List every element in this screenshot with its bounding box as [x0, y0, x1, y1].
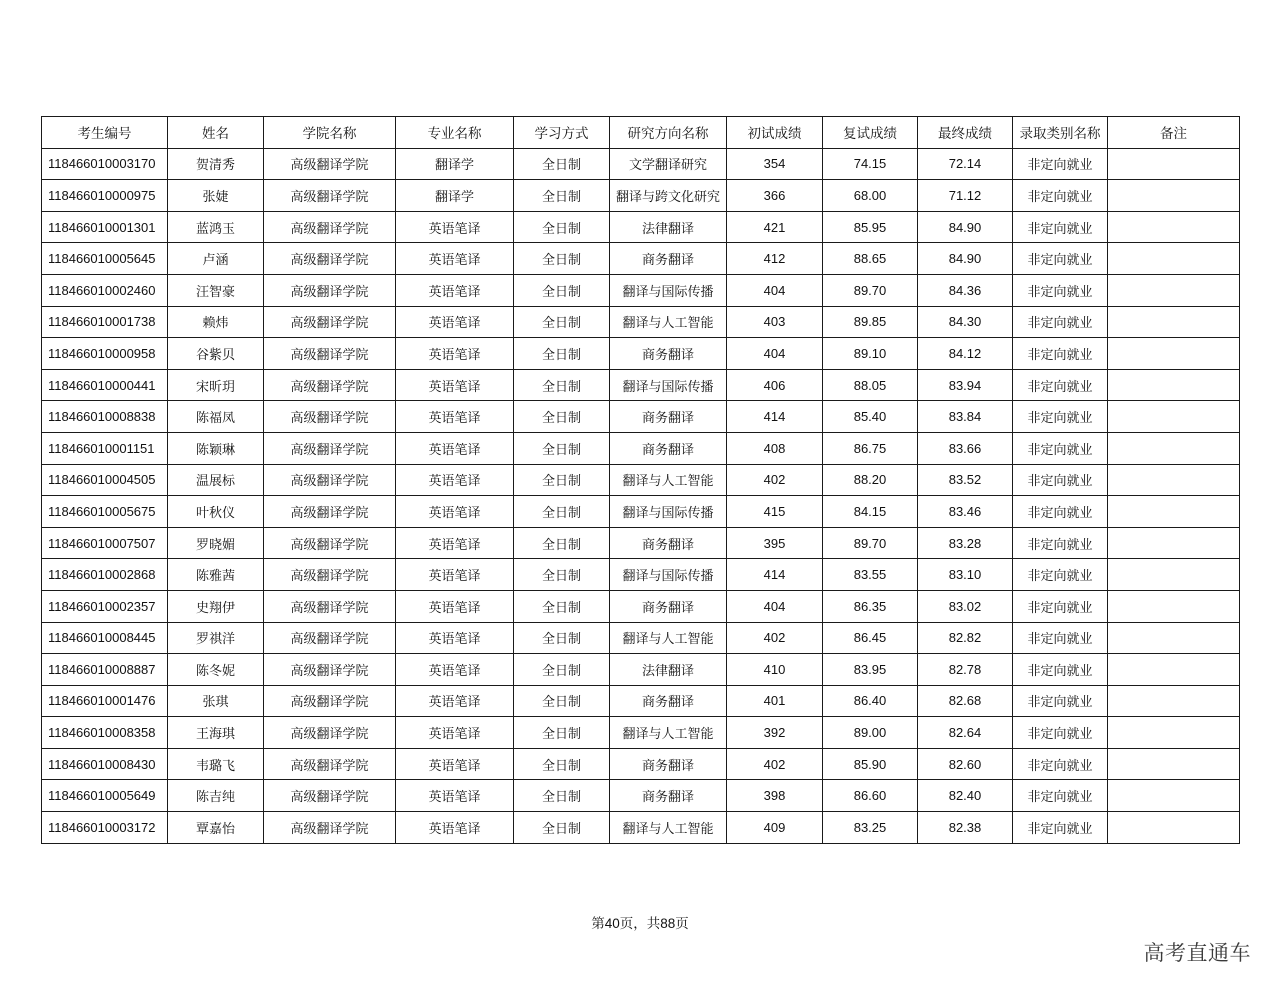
table-cell: 张婕	[168, 180, 264, 212]
table-cell: 402	[727, 622, 823, 654]
table-cell: 83.84	[918, 401, 1013, 433]
table-cell: 王海琪	[168, 717, 264, 749]
table-cell: 118466010001301	[42, 211, 168, 243]
table-cell: 非定向就业	[1013, 306, 1108, 338]
table-cell: 全日制	[514, 211, 610, 243]
table-cell: 商务翻译	[610, 401, 727, 433]
table-cell: 高级翻译学院	[264, 148, 396, 180]
table-cell: 非定向就业	[1013, 401, 1108, 433]
table-cell: 83.94	[918, 369, 1013, 401]
table-cell: 84.30	[918, 306, 1013, 338]
table-cell	[1108, 590, 1240, 622]
column-header: 备注	[1108, 117, 1240, 149]
table-cell: 398	[727, 780, 823, 812]
table-cell: 陈福凤	[168, 401, 264, 433]
table-cell: 叶秋仪	[168, 496, 264, 528]
table-cell: 非定向就业	[1013, 180, 1108, 212]
table-cell	[1108, 338, 1240, 370]
table-cell: 89.70	[823, 527, 918, 559]
table-row	[42, 338, 1240, 370]
table-cell: 118466010000975	[42, 180, 168, 212]
table-cell: 84.15	[823, 496, 918, 528]
table-cell: 83.46	[918, 496, 1013, 528]
table-cell	[1108, 622, 1240, 654]
table-row	[42, 622, 1240, 654]
table-cell: 82.60	[918, 748, 1013, 780]
table-row	[42, 812, 1240, 844]
table-cell: 84.90	[918, 211, 1013, 243]
table-cell: 翻译与跨文化研究	[610, 180, 727, 212]
column-header: 姓名	[168, 117, 264, 149]
table-cell: 85.90	[823, 748, 918, 780]
table-cell	[1108, 654, 1240, 686]
table-cell: 汪智豪	[168, 274, 264, 306]
table-cell: 法律翻译	[610, 211, 727, 243]
table-cell: 全日制	[514, 780, 610, 812]
table-cell: 翻译与人工智能	[610, 622, 727, 654]
table-cell: 非定向就业	[1013, 211, 1108, 243]
table-cell: 卢涵	[168, 243, 264, 275]
table-cell: 陈吉纯	[168, 780, 264, 812]
table-cell: 非定向就业	[1013, 748, 1108, 780]
table-cell: 404	[727, 274, 823, 306]
table-cell: 83.02	[918, 590, 1013, 622]
table-cell: 翻译学	[396, 180, 514, 212]
table-row	[42, 496, 1240, 528]
table-cell: 118466010005675	[42, 496, 168, 528]
table-cell: 全日制	[514, 432, 610, 464]
table-cell: 全日制	[514, 243, 610, 275]
table-cell: 全日制	[514, 590, 610, 622]
table-cell: 非定向就业	[1013, 590, 1108, 622]
table-cell: 罗祺洋	[168, 622, 264, 654]
table-row	[42, 559, 1240, 591]
table-cell: 非定向就业	[1013, 496, 1108, 528]
table-row	[42, 211, 1240, 243]
table-cell	[1108, 274, 1240, 306]
table-cell: 英语笔译	[396, 780, 514, 812]
table-cell: 83.55	[823, 559, 918, 591]
table-cell	[1108, 211, 1240, 243]
table-cell: 高级翻译学院	[264, 748, 396, 780]
table-cell: 罗晓媚	[168, 527, 264, 559]
table-cell: 英语笔译	[396, 401, 514, 433]
table-cell: 贺清秀	[168, 148, 264, 180]
table-cell: 83.66	[918, 432, 1013, 464]
table-cell: 高级翻译学院	[264, 622, 396, 654]
table-cell: 高级翻译学院	[264, 717, 396, 749]
table-cell	[1108, 496, 1240, 528]
table-cell: 商务翻译	[610, 780, 727, 812]
table-cell: 82.78	[918, 654, 1013, 686]
table-cell: 翻译与国际传播	[610, 274, 727, 306]
table-cell: 宋昕玥	[168, 369, 264, 401]
table-cell: 覃嘉怡	[168, 812, 264, 844]
table-cell: 403	[727, 306, 823, 338]
table-cell: 85.95	[823, 211, 918, 243]
table-cell: 全日制	[514, 496, 610, 528]
table-cell: 全日制	[514, 559, 610, 591]
table-cell: 非定向就业	[1013, 338, 1108, 370]
table-cell: 82.40	[918, 780, 1013, 812]
table-cell: 法律翻译	[610, 654, 727, 686]
table-header-row	[42, 117, 1240, 149]
table-cell: 82.64	[918, 717, 1013, 749]
table-cell: 118466010007507	[42, 527, 168, 559]
table-cell: 118466010005649	[42, 780, 168, 812]
table-cell	[1108, 401, 1240, 433]
table-cell: 非定向就业	[1013, 622, 1108, 654]
table-cell	[1108, 306, 1240, 338]
table-cell: 英语笔译	[396, 590, 514, 622]
table-cell: 高级翻译学院	[264, 559, 396, 591]
table-cell: 89.85	[823, 306, 918, 338]
page-prefix: 第	[591, 916, 605, 932]
table-cell: 高级翻译学院	[264, 274, 396, 306]
table-cell: 404	[727, 590, 823, 622]
table-cell: 高级翻译学院	[264, 812, 396, 844]
table-cell: 118466010001738	[42, 306, 168, 338]
table-cell: 401	[727, 685, 823, 717]
page-middle: 页，共	[619, 916, 661, 932]
table-cell: 392	[727, 717, 823, 749]
table-cell: 118466010001151	[42, 432, 168, 464]
table-cell: 蓝鸿玉	[168, 211, 264, 243]
table-cell: 英语笔译	[396, 369, 514, 401]
table-cell: 翻译与人工智能	[610, 464, 727, 496]
table-cell: 英语笔译	[396, 496, 514, 528]
table-cell: 高级翻译学院	[264, 496, 396, 528]
table-cell: 商务翻译	[610, 432, 727, 464]
table-cell: 全日制	[514, 338, 610, 370]
table-cell: 408	[727, 432, 823, 464]
table-cell	[1108, 748, 1240, 780]
table-cell: 118466010008358	[42, 717, 168, 749]
table-cell	[1108, 180, 1240, 212]
table-cell: 英语笔译	[396, 338, 514, 370]
table-row	[42, 274, 1240, 306]
table-cell: 非定向就业	[1013, 812, 1108, 844]
table-cell: 118466010002868	[42, 559, 168, 591]
table-cell: 非定向就业	[1013, 654, 1108, 686]
table-cell	[1108, 780, 1240, 812]
table-cell: 英语笔译	[396, 748, 514, 780]
table-cell	[1108, 464, 1240, 496]
table-cell: 翻译学	[396, 148, 514, 180]
admission-table	[41, 116, 1240, 844]
table-cell: 翻译与人工智能	[610, 306, 727, 338]
table-cell: 414	[727, 401, 823, 433]
table-cell: 88.20	[823, 464, 918, 496]
table-cell: 全日制	[514, 527, 610, 559]
table-cell: 全日制	[514, 306, 610, 338]
table-cell: 韦璐飞	[168, 748, 264, 780]
table-cell: 402	[727, 748, 823, 780]
table-cell: 翻译与国际传播	[610, 496, 727, 528]
table-cell: 文学翻译研究	[610, 148, 727, 180]
table-cell: 402	[727, 464, 823, 496]
table-cell: 71.12	[918, 180, 1013, 212]
table-cell: 全日制	[514, 401, 610, 433]
table-cell	[1108, 685, 1240, 717]
table-cell: 86.45	[823, 622, 918, 654]
table-cell: 非定向就业	[1013, 432, 1108, 464]
table-cell: 88.65	[823, 243, 918, 275]
table-cell: 英语笔译	[396, 211, 514, 243]
table-cell: 84.90	[918, 243, 1013, 275]
table-cell: 118466010002460	[42, 274, 168, 306]
table-row	[42, 717, 1240, 749]
table-cell: 83.28	[918, 527, 1013, 559]
table-cell: 88.05	[823, 369, 918, 401]
table-cell: 非定向就业	[1013, 464, 1108, 496]
table-cell: 404	[727, 338, 823, 370]
table-cell: 英语笔译	[396, 812, 514, 844]
column-header: 学习方式	[514, 117, 610, 149]
table-cell: 高级翻译学院	[264, 654, 396, 686]
table-cell: 非定向就业	[1013, 717, 1108, 749]
table-cell: 354	[727, 148, 823, 180]
table-cell: 86.60	[823, 780, 918, 812]
table-cell: 全日制	[514, 812, 610, 844]
table-cell: 89.70	[823, 274, 918, 306]
table-row	[42, 243, 1240, 275]
table-cell: 非定向就业	[1013, 369, 1108, 401]
table-cell: 史翔伊	[168, 590, 264, 622]
table-cell: 高级翻译学院	[264, 369, 396, 401]
table-cell: 全日制	[514, 369, 610, 401]
table-cell: 英语笔译	[396, 654, 514, 686]
table-cell: 86.75	[823, 432, 918, 464]
table-cell: 82.82	[918, 622, 1013, 654]
table-cell	[1108, 527, 1240, 559]
table-cell: 82.68	[918, 685, 1013, 717]
table-cell: 温展标	[168, 464, 264, 496]
column-header: 考生编号	[42, 117, 168, 149]
table-cell: 72.14	[918, 148, 1013, 180]
table-cell: 非定向就业	[1013, 527, 1108, 559]
table-cell: 高级翻译学院	[264, 527, 396, 559]
table-cell: 高级翻译学院	[264, 685, 396, 717]
table-cell: 非定向就业	[1013, 559, 1108, 591]
table-cell: 68.00	[823, 180, 918, 212]
table-cell: 83.52	[918, 464, 1013, 496]
table-body	[42, 148, 1240, 843]
table-cell: 118466010001476	[42, 685, 168, 717]
column-header: 最终成绩	[918, 117, 1013, 149]
table-cell: 全日制	[514, 180, 610, 212]
column-header: 学院名称	[264, 117, 396, 149]
table-cell: 高级翻译学院	[264, 590, 396, 622]
table-cell: 商务翻译	[610, 748, 727, 780]
table-cell: 82.38	[918, 812, 1013, 844]
table-row	[42, 180, 1240, 212]
table-cell: 118466010000441	[42, 369, 168, 401]
table-cell: 410	[727, 654, 823, 686]
table-row	[42, 685, 1240, 717]
table-cell: 英语笔译	[396, 685, 514, 717]
table-row	[42, 590, 1240, 622]
table-cell: 83.10	[918, 559, 1013, 591]
table-cell: 非定向就业	[1013, 685, 1108, 717]
table-cell: 全日制	[514, 274, 610, 306]
table-cell: 商务翻译	[610, 590, 727, 622]
table-row	[42, 780, 1240, 812]
table-cell: 414	[727, 559, 823, 591]
table-cell: 89.10	[823, 338, 918, 370]
table-cell: 翻译与人工智能	[610, 812, 727, 844]
table-cell: 406	[727, 369, 823, 401]
table-cell: 英语笔译	[396, 432, 514, 464]
table-cell: 118466010003170	[42, 148, 168, 180]
table-row	[42, 527, 1240, 559]
table-cell: 非定向就业	[1013, 243, 1108, 275]
table-cell: 英语笔译	[396, 717, 514, 749]
table-cell: 翻译与国际传播	[610, 559, 727, 591]
table-row	[42, 432, 1240, 464]
column-header: 研究方向名称	[610, 117, 727, 149]
table-cell: 高级翻译学院	[264, 180, 396, 212]
table-cell: 高级翻译学院	[264, 464, 396, 496]
table-cell: 非定向就业	[1013, 780, 1108, 812]
table-cell: 118466010008445	[42, 622, 168, 654]
table-cell: 高级翻译学院	[264, 243, 396, 275]
table-cell	[1108, 717, 1240, 749]
table-cell: 陈冬妮	[168, 654, 264, 686]
table-cell: 83.25	[823, 812, 918, 844]
table-cell: 全日制	[514, 148, 610, 180]
table-cell: 高级翻译学院	[264, 338, 396, 370]
table-cell: 英语笔译	[396, 464, 514, 496]
table-cell: 118466010003172	[42, 812, 168, 844]
table-cell: 英语笔译	[396, 559, 514, 591]
table-cell: 118466010008430	[42, 748, 168, 780]
table-cell: 高级翻译学院	[264, 306, 396, 338]
table-cell: 366	[727, 180, 823, 212]
table-cell: 陈雅茜	[168, 559, 264, 591]
table-cell: 商务翻译	[610, 243, 727, 275]
table-cell: 非定向就业	[1013, 148, 1108, 180]
watermark: 高考直通车	[1143, 941, 1251, 965]
table-cell: 翻译与人工智能	[610, 717, 727, 749]
table-cell: 非定向就业	[1013, 274, 1108, 306]
table-cell: 118466010005645	[42, 243, 168, 275]
table-cell: 86.40	[823, 685, 918, 717]
table-cell	[1108, 559, 1240, 591]
table-cell: 84.12	[918, 338, 1013, 370]
table-cell: 86.35	[823, 590, 918, 622]
table-cell: 全日制	[514, 717, 610, 749]
table-cell: 全日制	[514, 685, 610, 717]
column-header: 复试成绩	[823, 117, 918, 149]
table-cell: 83.95	[823, 654, 918, 686]
table-cell	[1108, 369, 1240, 401]
table-cell	[1108, 148, 1240, 180]
table-cell: 谷紫贝	[168, 338, 264, 370]
table-cell	[1108, 432, 1240, 464]
table-cell: 85.40	[823, 401, 918, 433]
table-cell: 英语笔译	[396, 274, 514, 306]
table-cell: 118466010008838	[42, 401, 168, 433]
table-cell: 高级翻译学院	[264, 401, 396, 433]
table-row	[42, 654, 1240, 686]
table-cell: 商务翻译	[610, 527, 727, 559]
table-cell: 全日制	[514, 654, 610, 686]
table-cell	[1108, 243, 1240, 275]
table-cell: 89.00	[823, 717, 918, 749]
table-cell: 赖炜	[168, 306, 264, 338]
table-cell: 高级翻译学院	[264, 432, 396, 464]
table-row	[42, 748, 1240, 780]
table-cell: 英语笔译	[396, 243, 514, 275]
table-cell: 84.36	[918, 274, 1013, 306]
table-cell: 商务翻译	[610, 338, 727, 370]
table-cell: 高级翻译学院	[264, 211, 396, 243]
table-cell: 英语笔译	[396, 527, 514, 559]
table-cell: 118466010000958	[42, 338, 168, 370]
table-row	[42, 369, 1240, 401]
table-cell: 412	[727, 243, 823, 275]
table-cell	[1108, 812, 1240, 844]
table-cell: 415	[727, 496, 823, 528]
page-total: 88	[660, 916, 676, 931]
table-cell: 118466010002357	[42, 590, 168, 622]
table-cell: 118466010004505	[42, 464, 168, 496]
table-row	[42, 306, 1240, 338]
table-row	[42, 401, 1240, 433]
table-cell: 118466010008887	[42, 654, 168, 686]
table-cell: 陈颖琳	[168, 432, 264, 464]
table-cell: 英语笔译	[396, 622, 514, 654]
table-cell: 英语笔译	[396, 306, 514, 338]
table-cell: 翻译与国际传播	[610, 369, 727, 401]
table-cell: 张琪	[168, 685, 264, 717]
column-header: 专业名称	[396, 117, 514, 149]
page-current: 40	[604, 916, 620, 931]
column-header: 录取类别名称	[1013, 117, 1108, 149]
table-cell: 409	[727, 812, 823, 844]
table-cell: 395	[727, 527, 823, 559]
column-header: 初试成绩	[727, 117, 823, 149]
table-cell: 商务翻译	[610, 685, 727, 717]
table-cell: 全日制	[514, 748, 610, 780]
table-row	[42, 148, 1240, 180]
table-cell: 421	[727, 211, 823, 243]
table-row	[42, 464, 1240, 496]
page-number	[0, 912, 1280, 932]
page-suffix: 页	[675, 916, 689, 932]
table-cell: 全日制	[514, 464, 610, 496]
table-cell: 全日制	[514, 622, 610, 654]
table-cell: 高级翻译学院	[264, 780, 396, 812]
table-cell: 74.15	[823, 148, 918, 180]
